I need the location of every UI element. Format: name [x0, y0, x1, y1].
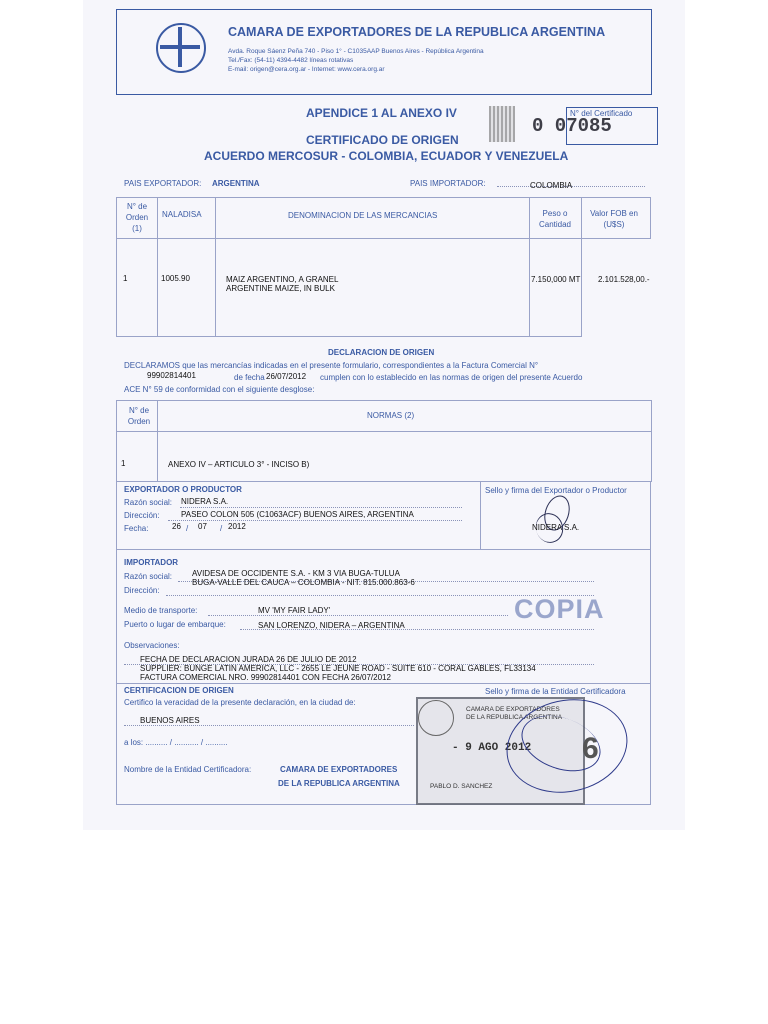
address-line-3: E-mail: origen@cera.org.ar - Internet: www.cera.org.ar [228, 66, 385, 73]
observaciones-label: Observaciones: [124, 641, 180, 650]
declaration-title: DECLARACION DE ORIGEN [328, 348, 435, 357]
stamp-date: - 9 AGO 2012 [452, 742, 532, 754]
stamp-digit: 6 [582, 732, 599, 765]
exporter-section-title: EXPORTADOR O PRODUCTOR [124, 485, 242, 494]
seal-emblem-icon [418, 700, 454, 736]
copia-watermark: COPIA [514, 594, 605, 624]
col-denominacion-header: DENOMINACION DE LAS MERCANCIAS [288, 211, 438, 220]
importer-razon-label: Razón social: [124, 572, 173, 581]
entidad-line-1: CAMARA DE EXPORTADORES [280, 765, 398, 774]
cert-number-label: N° del Certificado [570, 109, 633, 118]
normas-header: NORMAS (2) [367, 411, 415, 420]
certificacion-section-title: CERTIFICACION DE ORIGEN [124, 686, 234, 695]
address-line-1: Avda. Roque Sáenz Peña 740 - Piso 1° - C1035AAP Buenos Aires - República Argentina [228, 48, 484, 55]
exporter-fecha-month: 07 [198, 522, 207, 531]
row-valor: 2.101.528,00.- [598, 275, 650, 284]
observaciones-line-3: FACTURA COMERCIAL NRO. 99902814401 CON FECHA 26/07/2012 [140, 673, 391, 682]
exporter-fecha-day: 26 [172, 522, 181, 531]
col-valor-header: Valor FOB en (U$S) [590, 209, 638, 229]
declaration-fecha-label: de fecha [234, 373, 265, 382]
exporter-country-value: ARGENTINA [212, 179, 260, 188]
certificacion-a-los: a los: .......... / ........... / .......... [124, 738, 228, 747]
normas-row-norma: ANEXO IV – ARTICULO 3° - INCISO B) [168, 460, 310, 469]
row-orden: 1 [123, 274, 128, 283]
entidad-label: Nombre de la Entidad Certificadora: [124, 765, 252, 774]
row-desc-line-1: MAIZ ARGENTINO, A GRANEL [226, 275, 339, 284]
importer-razon-value: AVIDESA DE OCCIDENTE S.A. - KM 3 VIA BUGA-TULUA [192, 569, 400, 578]
transport-medio-label: Medio de transporte: [124, 606, 198, 615]
col-naladisa-header: NALADISA [162, 210, 202, 219]
cert-title: CERTIFICADO DE ORIGEN [306, 133, 459, 147]
apendice-title: APENDICE 1 AL ANEXO IV [306, 106, 457, 120]
org-name: CAMARA DE EXPORTADORES DE LA REPUBLICA ARGENTINA [228, 25, 606, 39]
exporter-direccion-label: Dirección: [124, 511, 160, 520]
col-orden-header: N° de Orden (1) [125, 202, 149, 233]
declaration-line-2: cumplen con lo establecido en las normas de origen del presente Acuerdo [320, 373, 583, 382]
importer-country-label: PAIS IMPORTADOR: [410, 179, 486, 188]
scratch-mark [489, 106, 515, 142]
exporter-sello-label: Sello y firma del Exportador o Productor [485, 486, 627, 495]
observaciones-line-2: SUPPLIER: BUNGE LATIN AMERICA, LLC - 2655 LE JEUNE ROAD - SUITE 610 - CORAL GABLES, FL33134 [140, 664, 536, 673]
declaration-invoice-date: 26/07/2012 [266, 372, 307, 381]
certificacion-sello-label: Sello y firma de la Entidad Certificadora [485, 687, 626, 696]
importer-direccion-label: Dirección: [124, 586, 160, 595]
declaration-line-1: DECLARAMOS que las mercancías indicadas en el presente formulario, correspondientes a la Factura Comercial N° [124, 361, 539, 370]
exporter-fecha-label: Fecha: [124, 524, 149, 533]
exporter-signature-name: NIDERA S.A. [532, 523, 580, 532]
stamp-officer-name: PABLO D. SANCHEZ [430, 783, 493, 790]
cert-number: 0 07085 [532, 115, 612, 137]
declaration-invoice: 99902814401 [147, 371, 196, 380]
stamp-line-1: CAMARA DE EXPORTADORES [466, 706, 560, 713]
row-naladisa: 1005.90 [161, 274, 190, 283]
transport-medio-value: MV 'MY FAIR LADY' [258, 606, 331, 615]
col-peso-header: Peso o Cantidad [538, 209, 572, 229]
declaration-line-3: ACE N° 59 de conformidad con el siguiente desglose: [124, 385, 315, 394]
importer-section-title: IMPORTADOR [124, 558, 179, 567]
transport-puerto-label: Puerto o lugar de embarque: [124, 620, 226, 629]
row-desc-line-2: ARGENTINE MAIZE, IN BULK [226, 284, 335, 293]
normas-row-orden: 1 [121, 459, 126, 468]
certifico-text: Certifico la veracidad de la presente declaración, en la ciudad de: [124, 698, 356, 707]
normas-orden-header: N° de Orden [127, 406, 151, 426]
importer-country-value: COLOMBIA [530, 181, 573, 190]
observaciones-line-1: FECHA DE DECLARACION JURADA 26 DE JULIO DE 2012 [140, 655, 357, 664]
stamp-line-2: DE LA REPUBLICA ARGENTINA [466, 714, 563, 721]
transport-puerto-value: SAN LORENZO, NIDERA – ARGENTINA [258, 621, 405, 630]
row-peso: 7.150,000 MT [531, 275, 581, 284]
exporter-direccion-value: PASEO COLON 505 (C1063ACF) BUENOS AIRES, ARGENTINA [181, 510, 414, 519]
exporter-razon-value: NIDERA S.A. [181, 497, 229, 506]
exporter-razon-label: Razón social: [124, 498, 173, 507]
importer-razon-value-2: BUGA-VALLE DEL CAUCA – COLOMBIA - NIT. 815.000.863-6 [192, 578, 415, 587]
globe-logo-icon [156, 23, 206, 73]
entidad-line-2: DE LA REPUBLICA ARGENTINA [278, 779, 400, 788]
exporter-fecha-year: 2012 [228, 522, 246, 531]
exporter-country-label: PAIS EXPORTADOR: [124, 179, 202, 188]
certificacion-ciudad: BUENOS AIRES [140, 716, 200, 725]
agreement-title: ACUERDO MERCOSUR - COLOMBIA, ECUADOR Y VENEZUELA [204, 149, 569, 163]
address-line-2: Tel./Fax: (54-11) 4394-4482 líneas rotativas [228, 57, 354, 64]
